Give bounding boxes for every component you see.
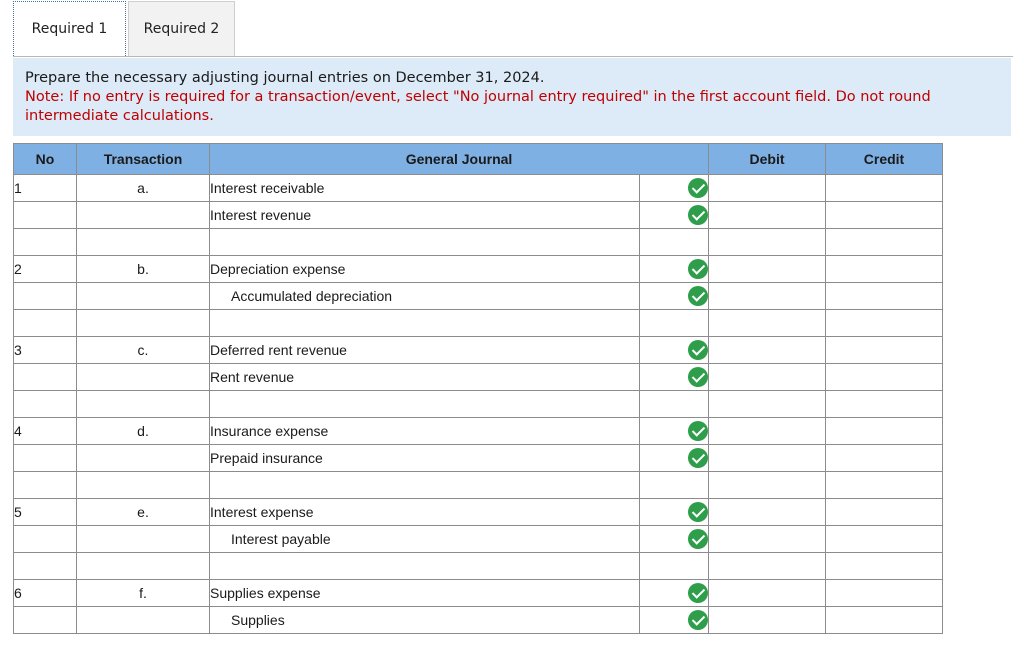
header-no: No [14, 144, 77, 175]
table-row [14, 391, 943, 418]
account-select[interactable]: Interest receivable [210, 175, 640, 202]
account-select[interactable]: Depreciation expense [210, 256, 640, 283]
row-transaction: b. [77, 256, 210, 283]
check-circle-icon [688, 610, 708, 630]
check-circle-icon [688, 367, 708, 387]
row-number: 6 [14, 580, 77, 607]
account-select[interactable] [210, 229, 640, 256]
row-status [640, 499, 709, 526]
row-transaction [77, 283, 210, 310]
tab-required-1[interactable]: Required 1 [13, 1, 126, 56]
debit-input[interactable] [709, 499, 826, 526]
account-select[interactable] [210, 391, 640, 418]
table-row [14, 445, 943, 472]
row-status [640, 472, 709, 499]
tab-required-2[interactable]: Required 2 [128, 1, 235, 56]
row-transaction [77, 391, 210, 418]
account-select[interactable] [210, 553, 640, 580]
row-number [14, 283, 77, 310]
row-status [640, 283, 709, 310]
row-transaction: c. [77, 337, 210, 364]
journal-body [14, 175, 943, 634]
row-status [640, 418, 709, 445]
table-row [14, 256, 943, 283]
credit-input[interactable] [826, 580, 943, 607]
check-circle-icon [688, 529, 708, 549]
row-status [640, 310, 709, 337]
table-row [14, 229, 943, 256]
debit-input[interactable] [709, 553, 826, 580]
credit-input[interactable] [826, 337, 943, 364]
row-number [14, 472, 77, 499]
row-number: 3 [14, 337, 77, 364]
general-journal-table [13, 143, 943, 634]
account-select[interactable]: Rent revenue [210, 364, 640, 391]
account-select[interactable]: Deferred rent revenue [210, 337, 640, 364]
row-number [14, 364, 77, 391]
row-transaction [77, 526, 210, 553]
credit-input[interactable] [826, 391, 943, 418]
debit-input[interactable] [709, 310, 826, 337]
row-transaction [77, 607, 210, 634]
row-number [14, 229, 77, 256]
header-debit: Debit [709, 144, 826, 175]
check-circle-icon [688, 259, 708, 279]
row-number [14, 202, 77, 229]
row-number [14, 391, 77, 418]
credit-input[interactable] [826, 418, 943, 445]
row-number [14, 607, 77, 634]
row-transaction: f. [77, 580, 210, 607]
row-transaction [77, 310, 210, 337]
tab-bar [13, 0, 1013, 57]
row-transaction [77, 364, 210, 391]
check-circle-icon [688, 502, 708, 522]
row-number: 5 [14, 499, 77, 526]
debit-input[interactable] [709, 445, 826, 472]
row-number: 4 [14, 418, 77, 445]
debit-input[interactable] [709, 175, 826, 202]
instructions-note: Note: If no entry is required for a transaction/event, select "No journal entry required" in the first account field. Do not round intermediate calculations. [25, 89, 931, 124]
row-transaction [77, 472, 210, 499]
row-transaction [77, 445, 210, 472]
row-number [14, 445, 77, 472]
debit-input[interactable] [709, 202, 826, 229]
row-status [640, 202, 709, 229]
table-row [14, 472, 943, 499]
credit-input[interactable] [826, 472, 943, 499]
row-number: 2 [14, 256, 77, 283]
debit-input[interactable] [709, 391, 826, 418]
account-select[interactable]: Supplies expense [210, 580, 640, 607]
credit-input[interactable] [826, 553, 943, 580]
check-circle-icon [688, 205, 708, 225]
account-select[interactable]: Interest revenue [210, 202, 640, 229]
check-circle-icon [688, 286, 708, 306]
credit-input[interactable] [826, 229, 943, 256]
instructions-text: Prepare the necessary adjusting journal entries on December 31, 2024. [25, 70, 545, 86]
table-row [14, 418, 943, 445]
row-status [640, 229, 709, 256]
debit-input[interactable] [709, 256, 826, 283]
row-number [14, 526, 77, 553]
credit-input[interactable] [826, 175, 943, 202]
debit-input[interactable] [709, 337, 826, 364]
credit-input[interactable] [826, 256, 943, 283]
account-select[interactable] [210, 310, 640, 337]
account-select[interactable]: Prepaid insurance [210, 445, 640, 472]
debit-input[interactable] [709, 283, 826, 310]
row-number [14, 553, 77, 580]
table-row [14, 526, 943, 553]
row-transaction: e. [77, 499, 210, 526]
row-status [640, 607, 709, 634]
check-circle-icon [688, 448, 708, 468]
debit-input[interactable] [709, 472, 826, 499]
debit-input[interactable] [709, 607, 826, 634]
check-circle-icon [688, 340, 708, 360]
row-status [640, 391, 709, 418]
header-transaction: Transaction [77, 144, 210, 175]
row-status [640, 364, 709, 391]
credit-input[interactable] [826, 607, 943, 634]
table-row [14, 337, 943, 364]
row-status [640, 553, 709, 580]
account-select[interactable] [210, 472, 640, 499]
check-circle-icon [688, 421, 708, 441]
table-row [14, 310, 943, 337]
instructions-panel [13, 58, 1011, 136]
row-status [640, 445, 709, 472]
table-row [14, 202, 943, 229]
account-select[interactable]: Accumulated depreciation [210, 283, 640, 310]
debit-input[interactable] [709, 364, 826, 391]
table-row [14, 364, 943, 391]
credit-input[interactable] [826, 499, 943, 526]
row-transaction [77, 553, 210, 580]
table-row [14, 607, 943, 634]
account-select[interactable]: Supplies [210, 607, 640, 634]
credit-input[interactable] [826, 364, 943, 391]
header-general-journal: General Journal [210, 144, 709, 175]
row-status [640, 580, 709, 607]
debit-input[interactable] [709, 526, 826, 553]
row-status [640, 175, 709, 202]
row-transaction [77, 229, 210, 256]
check-circle-icon [688, 178, 708, 198]
table-row [14, 499, 943, 526]
table-row [14, 580, 943, 607]
credit-input[interactable] [826, 202, 943, 229]
tab-divider [13, 56, 1013, 57]
table-row [14, 553, 943, 580]
row-number [14, 310, 77, 337]
row-transaction: d. [77, 418, 210, 445]
account-select[interactable]: Interest expense [210, 499, 640, 526]
check-circle-icon [688, 583, 708, 603]
debit-input[interactable] [709, 580, 826, 607]
table-header-row [14, 144, 943, 175]
row-status [640, 256, 709, 283]
account-select[interactable]: Interest payable [210, 526, 640, 553]
row-status [640, 526, 709, 553]
debit-input[interactable] [709, 229, 826, 256]
table-row [14, 175, 943, 202]
row-transaction: a. [77, 175, 210, 202]
credit-input[interactable] [826, 526, 943, 553]
account-select[interactable]: Insurance expense [210, 418, 640, 445]
header-credit: Credit [826, 144, 943, 175]
table-row [14, 283, 943, 310]
debit-input[interactable] [709, 418, 826, 445]
row-status [640, 337, 709, 364]
credit-input[interactable] [826, 310, 943, 337]
row-transaction [77, 202, 210, 229]
row-number: 1 [14, 175, 77, 202]
credit-input[interactable] [826, 283, 943, 310]
credit-input[interactable] [826, 445, 943, 472]
